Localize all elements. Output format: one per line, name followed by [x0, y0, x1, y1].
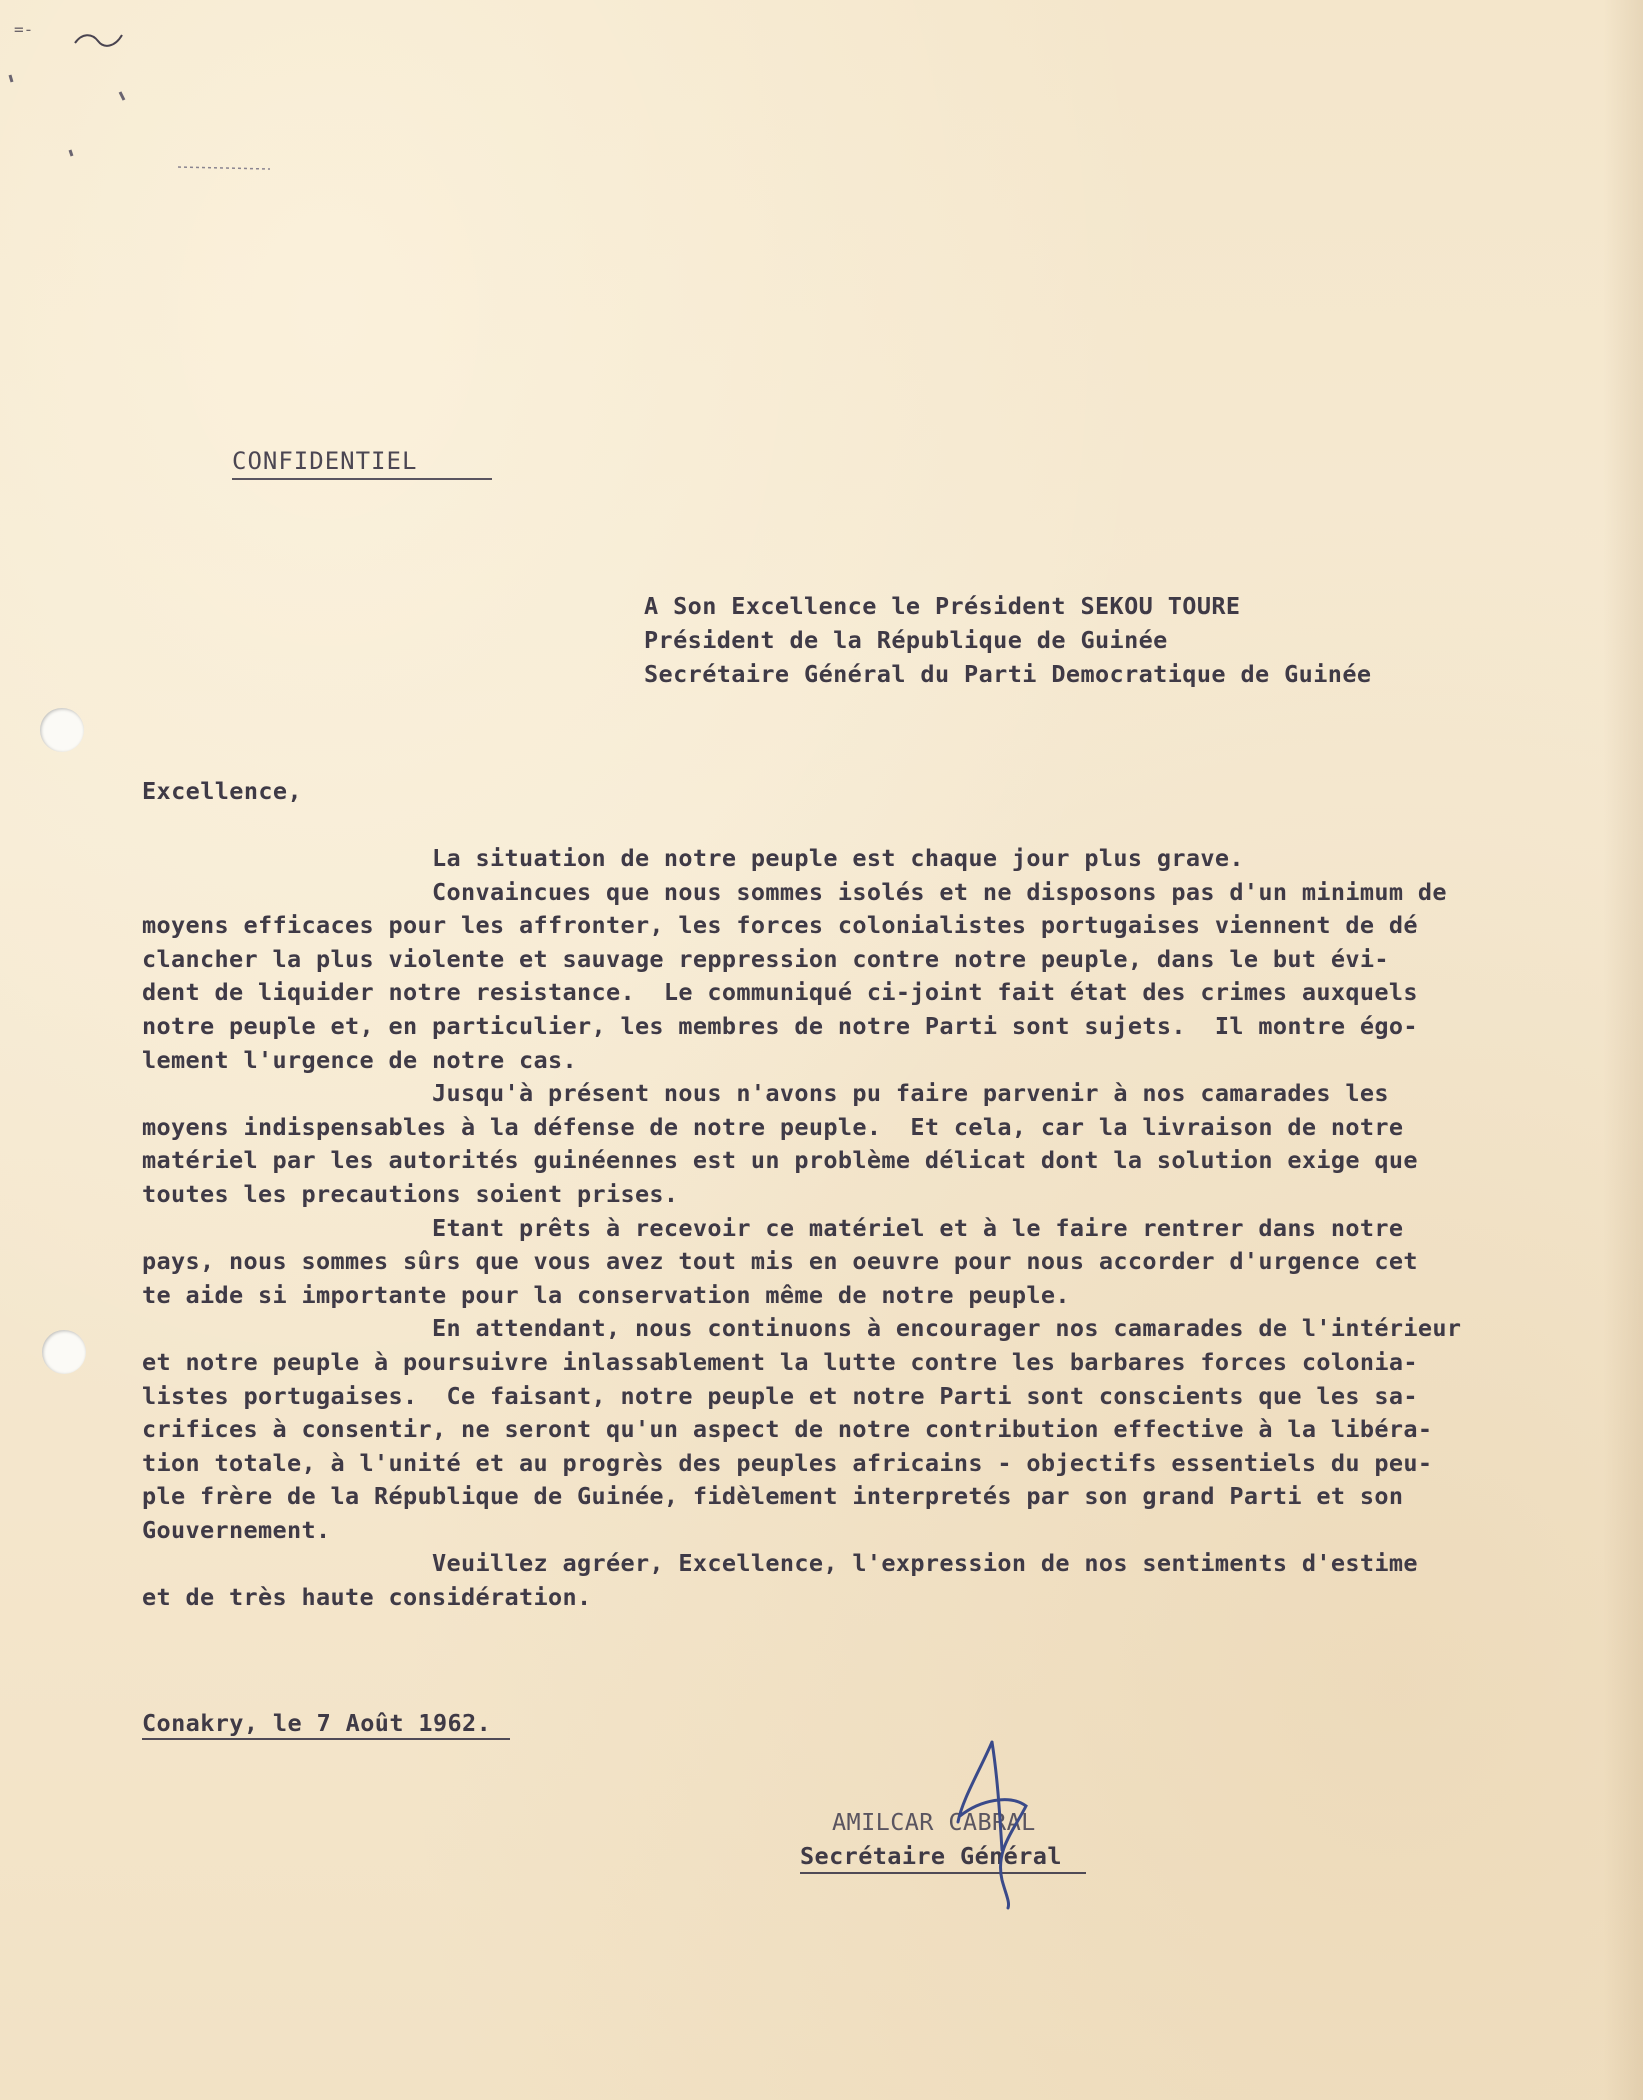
body-line: lement l'urgence de notre cas. — [142, 1045, 577, 1074]
corner-marks: =- — [14, 20, 34, 39]
body-line: Etant prêts à recevoir ce matériel et à le faire rentrer dans notre — [142, 1213, 1404, 1242]
body-line: Gouvernement. — [142, 1515, 331, 1544]
recipient-line-3: Secrétaire Général du Parti Democratique de Guinée — [644, 660, 1372, 688]
body-line: Convaincues que nous sommes isolés et ne disposons pas d'un minimum de — [142, 877, 1447, 906]
body-line: notre peuple et, en particulier, les membres de notre Parti sont sujets. Il montre égo- — [142, 1011, 1418, 1040]
place-date-underline — [142, 1738, 510, 1740]
body-line: matériel par les autorités guinéennes est un problème délicat dont la solution exige que — [142, 1146, 1418, 1175]
classification-heading: CONFIDENTIEL — [232, 447, 418, 475]
place-date: Conakry, le 7 Août 1962. — [142, 1709, 492, 1737]
body-line: moyens efficaces pour les affronter, les forces colonialistes portugaises viennent de dé — [142, 911, 1418, 940]
body-line: pays, nous sommes sûrs que vous avez tout mis en oeuvre pour nous accorder d'urgence cet — [142, 1247, 1418, 1276]
body-line: ple frère de la République de Guinée, fidèlement interpretés par son grand Parti et son — [142, 1482, 1404, 1511]
body-line: Veuillez agréer, Excellence, l'expression de nos sentiments d'estime — [142, 1549, 1418, 1578]
letter-body — [142, 842, 1542, 1615]
punch-hole-bottom — [42, 1330, 86, 1374]
stray-marks — [0, 0, 300, 200]
body-line: La situation de notre peuple est chaque jour plus grave. — [142, 844, 1244, 872]
body-line: crifices à consentir, ne seront qu'un aspect de notre contribution effective à la libéra- — [142, 1415, 1433, 1444]
body-line: dent de liquider notre resistance. Le communiqué ci-joint fait état des crimes auxquels — [142, 978, 1418, 1007]
body-line: listes portugaises. Ce faisant, notre peuple et notre Parti sont conscients que les sa- — [142, 1381, 1418, 1410]
body-line: et de très haute considération. — [142, 1583, 592, 1612]
punch-hole-top — [40, 708, 84, 752]
classification-underline — [232, 478, 492, 480]
body-line: tion totale, à l'unité et au progrès des peuples africains - objectifs essentiels du peu- — [142, 1448, 1433, 1477]
body-line: toutes les precautions soient prises. — [142, 1179, 679, 1208]
signatory-name: AMILCAR CABRAL — [832, 1808, 1036, 1836]
body-line: En attendant, nous continuons à encourager nos camarades de l'intérieur — [142, 1314, 1462, 1343]
body-line: Jusqu'à présent nous n'avons pu faire parvenir à nos camarades les — [142, 1079, 1389, 1108]
signatory-title: Secrétaire Général — [800, 1842, 1062, 1870]
recipient-line-1: A Son Excellence le Président SEKOU TOURE — [644, 592, 1241, 620]
body-line: te aide si importante pour la conservation même de notre peuple. — [142, 1280, 1070, 1309]
body-line: moyens indispensables à la défense de notre peuple. Et cela, car la livraison de notre — [142, 1112, 1404, 1141]
body-line: et notre peuple à poursuivre inlassablement la lutte contre les barbares forces colonia- — [142, 1347, 1418, 1376]
handwritten-signature — [940, 1730, 1040, 1910]
body-line: clancher la plus violente et sauvage reppression contre notre peuple, dans le but évi- — [142, 944, 1389, 973]
salutation: Excellence, — [142, 777, 303, 805]
recipient-line-2: Président de la République de Guinée — [644, 626, 1168, 654]
